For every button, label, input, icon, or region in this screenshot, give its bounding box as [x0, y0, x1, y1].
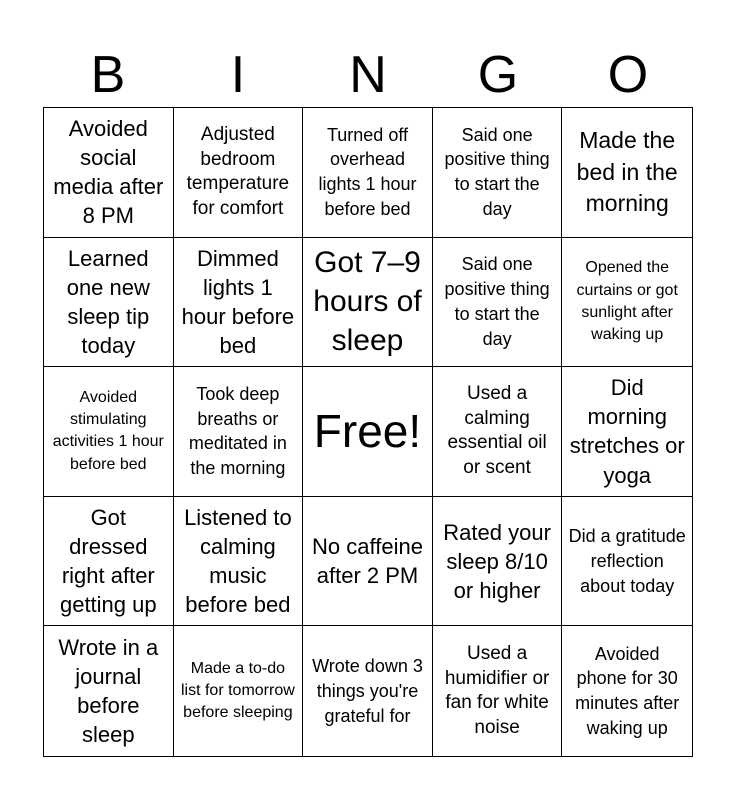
cell-text: Used a humidifier or fan for white noise — [444, 642, 550, 738]
header-letter-n: N — [349, 46, 387, 104]
bingo-cell-r5-c3[interactable] — [303, 626, 433, 756]
cell-text: No caffeine after 2 PM — [312, 534, 423, 589]
cell-text: Said one positive thing to start the day — [444, 124, 550, 220]
bingo-cell-r2-c5[interactable] — [562, 238, 692, 368]
bingo-cell-r4-c1[interactable] — [44, 497, 174, 627]
cell-text: Rated your sleep 8/10 or higher — [443, 519, 551, 603]
cell-text: Avoided stimulating activities 1 hour before bed — [52, 388, 164, 473]
cell-text: Did a gratitude reflection about today — [568, 525, 686, 596]
bingo-cell-r1-c5[interactable] — [562, 108, 692, 238]
cell-text: Got dressed right after getting up — [59, 505, 157, 618]
bingo-cell-r1-c1[interactable] — [44, 108, 174, 238]
cell-text: Used a calming essential oil or scent — [447, 383, 547, 479]
bingo-cell-r1-c3[interactable] — [303, 108, 433, 238]
bingo-cell-r1-c4[interactable] — [433, 108, 563, 238]
cell-text: Made the bed in the morning — [576, 127, 678, 216]
bingo-cell-r5-c5[interactable] — [562, 626, 692, 756]
bingo-cell-r4-c5[interactable] — [562, 497, 692, 627]
cell-text: Adjusted bedroom temperature for comfort — [186, 123, 290, 219]
bingo-cell-r2-c2[interactable] — [174, 238, 304, 368]
cell-text: Avoided phone for 30 minutes after waking up — [575, 643, 680, 739]
cell-text: Wrote down 3 things you're grateful for — [312, 655, 423, 726]
cell-text: Learned one new sleep tip today — [66, 245, 150, 358]
cell-text: Did morning stretches or yoga — [569, 375, 685, 488]
header-letter-b: B — [90, 46, 126, 104]
bingo-cell-r3-c1[interactable] — [44, 367, 174, 497]
bingo-cell-free[interactable] — [303, 367, 433, 497]
bingo-cell-r3-c2[interactable] — [174, 367, 304, 497]
cell-text: Listened to calming music before bed — [184, 505, 292, 618]
cell-text: Dimmed lights 1 hour before bed — [181, 245, 295, 358]
bingo-cell-r2-c3[interactable] — [303, 238, 433, 368]
free-space-text: Free! — [313, 405, 422, 458]
cell-text: Took deep breaths or meditated in the morning — [188, 383, 287, 479]
bingo-header — [43, 42, 693, 108]
header-letter-o: O — [607, 46, 649, 104]
bingo-cell-r4-c2[interactable] — [174, 497, 304, 627]
cell-text: Made a to-do list for tomorrow before sleeping — [180, 659, 295, 722]
cell-text: Said one positive thing to start the day — [444, 254, 550, 349]
bingo-cell-r5-c4[interactable] — [433, 626, 563, 756]
cell-text: Turned off overhead lights 1 hour before bed — [318, 124, 417, 220]
bingo-cell-r5-c1[interactable] — [44, 626, 174, 756]
bingo-cell-r2-c1[interactable] — [44, 238, 174, 368]
bingo-cell-r4-c4[interactable] — [433, 497, 563, 627]
bingo-cell-r2-c4[interactable] — [433, 238, 563, 368]
bingo-board — [43, 107, 693, 757]
cell-text: Got 7–9 hours of sleep — [313, 246, 422, 358]
bingo-cell-r1-c2[interactable] — [174, 108, 304, 238]
cell-text: Avoided social media after 8 PM — [53, 116, 164, 229]
header-letter-i: I — [230, 46, 246, 104]
cell-text: Opened the curtains or got sunlight after waking up — [576, 259, 678, 344]
bingo-cell-r3-c4[interactable] — [433, 367, 563, 497]
cell-text: Wrote in a journal before sleep — [58, 635, 159, 748]
bingo-cell-r4-c3[interactable] — [303, 497, 433, 627]
bingo-cell-r3-c5[interactable] — [562, 367, 692, 497]
header-letter-g: G — [477, 46, 519, 104]
bingo-cell-r5-c2[interactable] — [174, 626, 304, 756]
